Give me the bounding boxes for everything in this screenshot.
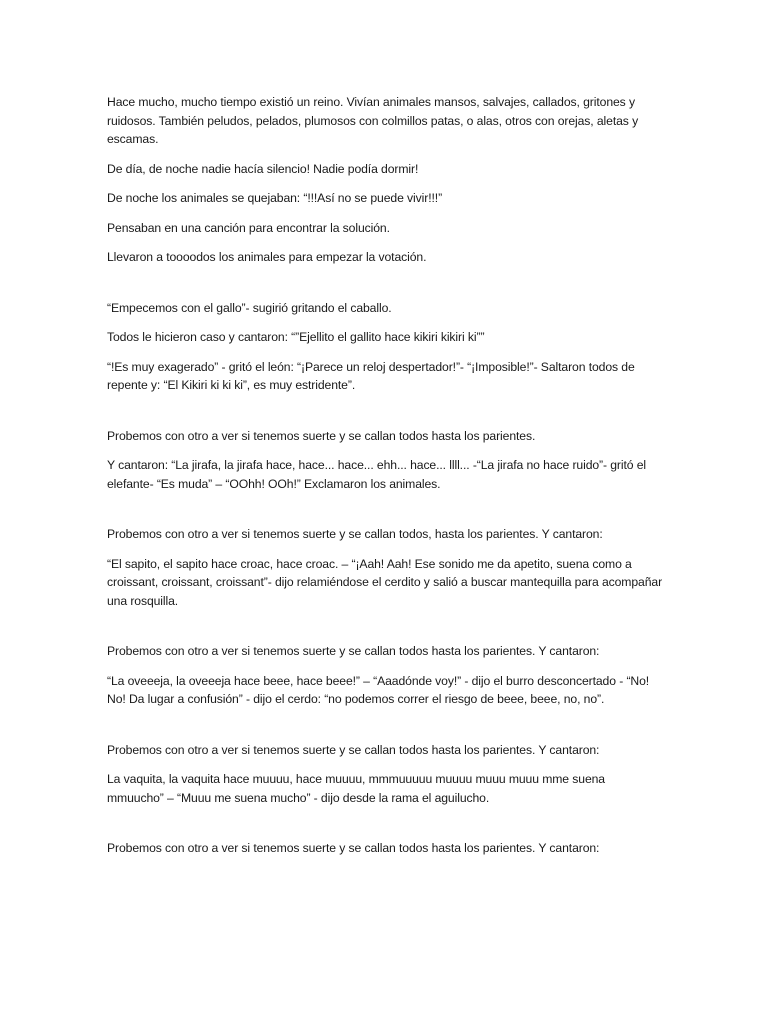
paragraph-refrain-2: Probemos con otro a ver si tenemos suerte y se callan todos, hasta los parientes. Y cantaron: (107, 527, 603, 541)
paragraph-giraffe: Y cantaron: “La jirafa, la jirafa hace, hace... hace... ehh... hace... llll... -“La jirafa no hace ruido”- gritó el elefante- “Es muda” – “OOhh! OOh!” Exclamaron los animales. (107, 458, 647, 491)
paragraph-rooster-reaction: “!Es muy exagerado” - gritó el león: “¡Parece un reloj despertador!”- “¡Imposible!”- Saltaron todos de repente y: “El Kikiri ki ki ki”, es muy estridente”. (107, 359, 635, 392)
paragraph-refrain-4: Probemos con otro a ver si tenemos suerte y se callan todos hasta los parientes. Y cantaron: (107, 742, 600, 757)
paragraph-no-silence: De día, de noche nadie hacía silencio! Nadie podía dormir! (107, 161, 419, 176)
paragraph-vote: Llevaron a toooodos los animales para empezar la votación. (107, 250, 427, 264)
paragraph-cow: La vaquita, la vaquita hace muuuu, hace muuuu, mmmuuuuu muuuu muuu muuu mme suena mmuucho” – “Muuu me suena mucho” - dijo desde la rama el aguilucho. (107, 772, 605, 805)
paragraph-refrain-1: Probemos con otro a ver si tenemos suerte y se callan todos hasta los parientes. (107, 428, 536, 443)
paragraph-intro: Hace mucho, mucho tiempo existió un reino. Vivían animales mansos, salvajes, callados, gritones y ruidosos. También peludos, pelados, plumosos con colmillos patas, o alas, otros con orejas, aletas y escamas. (107, 95, 639, 146)
paragraph-sheep: “La oveeeja, la oveeeja hace beee, hace beee!” – “Aaadónde voy!” - dijo el burro desconcertado - “No! No! Da lugar a confusión” - dijo el cerdo: “no podemos correr el riesgo de beee, beee, no, no”. (107, 673, 650, 706)
paragraph-refrain-5: Probemos con otro a ver si tenemos suerte y se callan todos hasta los parientes. Y cantaron: (107, 841, 600, 855)
paragraph-frog: “El sapito, el sapito hace croac, hace croac. – “¡Aah! Aah! Ese sonido me da apetito, suena como a croissant, croissant, croissant”- dijo relamiéndose el cerdito y salió a buscar mantequilla para acompañar una rosquilla. (107, 556, 663, 608)
paragraph-refrain-3: Probemos con otro a ver si tenemos suerte y se callan todos hasta los parientes. Y cantaron: (107, 644, 600, 658)
paragraph-rooster-song: Todos le hicieron caso y cantaron: “”Ejellito el gallito hace kikiri kikiri ki”” (107, 330, 485, 344)
paragraph-rooster-start: “Empecemos con el gallo”- sugirió gritando el caballo. (107, 300, 392, 315)
story-text (107, 93, 663, 858)
paragraph-complaint: De noche los animales se quejaban: “!!!Así no se puede vivir!!!” (107, 191, 443, 205)
paragraph-song-idea: Pensaban en una canción para encontrar la solución. (107, 220, 390, 235)
